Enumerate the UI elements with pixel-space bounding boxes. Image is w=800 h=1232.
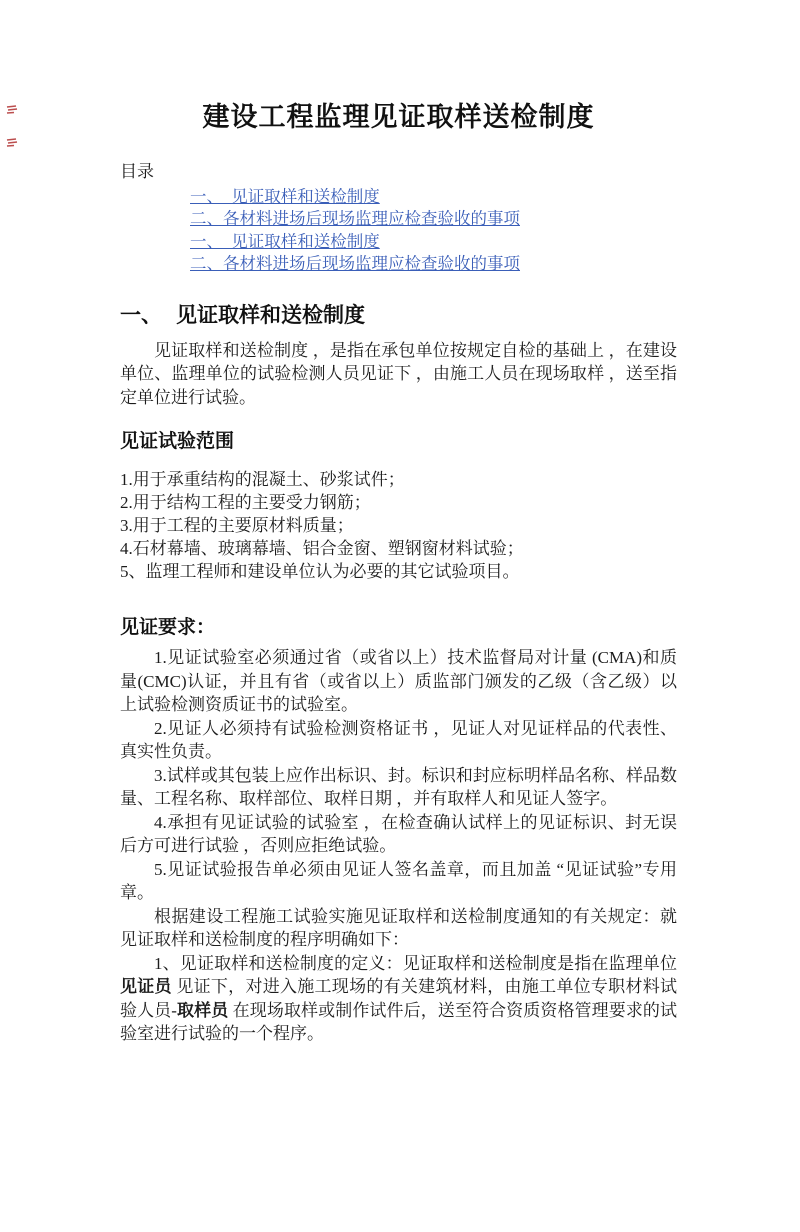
witness-person-term: 见证员 <box>120 977 172 997</box>
toc-links <box>190 186 677 276</box>
requirement-paragraph-2: 2.见证人必须持有试验检测资格证书 ，见证人对见证样品的代表性、真实性负责。 <box>120 718 677 762</box>
section-1-number: 一、 <box>120 303 162 327</box>
document-page <box>0 100 800 1046</box>
scope-item-3: 3.用于工程的主要原材料质量； <box>120 516 354 536</box>
scope-item-4: 4.石材幕墙、玻璃幕墙、铝合金窗、塑钢窗材料试验； <box>120 539 524 559</box>
definition-text-pre: 1、见证取样和送检制度的定义：见证取样和送检制度是指在监理单位 <box>154 953 677 973</box>
scope-list <box>120 468 677 583</box>
red-watermark-marks <box>5 104 21 150</box>
scope-item-1: 1.用于承重结构的混凝土、砂浆试件； <box>120 470 405 490</box>
definition-paragraph <box>120 952 677 1046</box>
red-mark-icon <box>5 104 21 150</box>
section-1-title: 见证取样和送检制度 <box>176 303 365 327</box>
definition-text-post: 在现场取样或制作试件后，送至符合资质资格管理要求的试验室进行试验的一个程序。 <box>120 1000 678 1044</box>
sampler-term: 取样员 <box>176 1000 229 1020</box>
document-title: 建设工程监理见证取样送检制度 <box>202 102 595 132</box>
toc-link-material-inspection-1[interactable]: 二、各材料进场后现场监理应检查验收的事项 <box>190 209 520 229</box>
section-1-intro-paragraph: 见证取样和送检制度 ，是指在承包单位按规定自检的基础上 ，在建设单位、监理单位的试验检测人员见证下 ，由施工人员在现场取样 ，送至指定单位进行试验。 <box>120 340 677 407</box>
regulation-note-paragraph: 根据建设工程施工试验实施见证取样和送检制度通知的有关规定：就见证取样和送检制度的程序明确如下： <box>120 906 677 950</box>
section-1-heading <box>120 302 677 329</box>
toc-label: 目录 <box>120 162 154 181</box>
definition-text-mid: 见证下，对进入施工现场的有关建筑材料，由施工单位专职材料试验人员- <box>120 977 678 1020</box>
requirement-paragraph-5: 5.见证试验报告单必须由见证人签名盖章，而且加盖 “见证试验”专用章。 <box>120 859 677 903</box>
requirement-paragraph-1: 1.见证试验室必须通过省（或省以上）技术监督局对计量 (CMA)和质量(CMC)认证，并且有省（或省以上）质监部门颁发的乙级（含乙级）以上试验检测资质证书的试验室。 <box>120 648 677 715</box>
requirements-body <box>120 646 677 1046</box>
document-content <box>0 100 800 1046</box>
toc-link-witness-sampling-1[interactable]: 一、 见证取样和送检制度 <box>190 187 380 206</box>
toc-link-witness-sampling-2[interactable]: 一、 见证取样和送检制度 <box>190 231 380 251</box>
toc-link-material-inspection-2[interactable]: 二、各材料进场后现场监理应检查验收的事项 <box>190 254 520 274</box>
scope-heading: 见证试验范围 <box>120 431 235 453</box>
scope-item-5: 5、监理工程师和建设单位认为必要的其它试验项目。 <box>120 562 520 582</box>
table-of-contents <box>120 160 677 276</box>
requirements-heading: 见证要求： <box>120 617 216 639</box>
requirement-paragraph-3: 3.试样或其包装上应作出标识、封。标识和封应标明样品名称、样品数量、工程名称、取样部位、取样日期 ，并有取样人和见证人签字。 <box>120 765 677 809</box>
requirement-paragraph-4: 4.承担有见证试验的试验室 ，在检查确认试样上的见证标识、封无误后方可进行试验 ，否则应拒绝试验。 <box>120 812 677 856</box>
scope-item-2: 2.用于结构工程的主要受力钢筋； <box>120 493 371 513</box>
